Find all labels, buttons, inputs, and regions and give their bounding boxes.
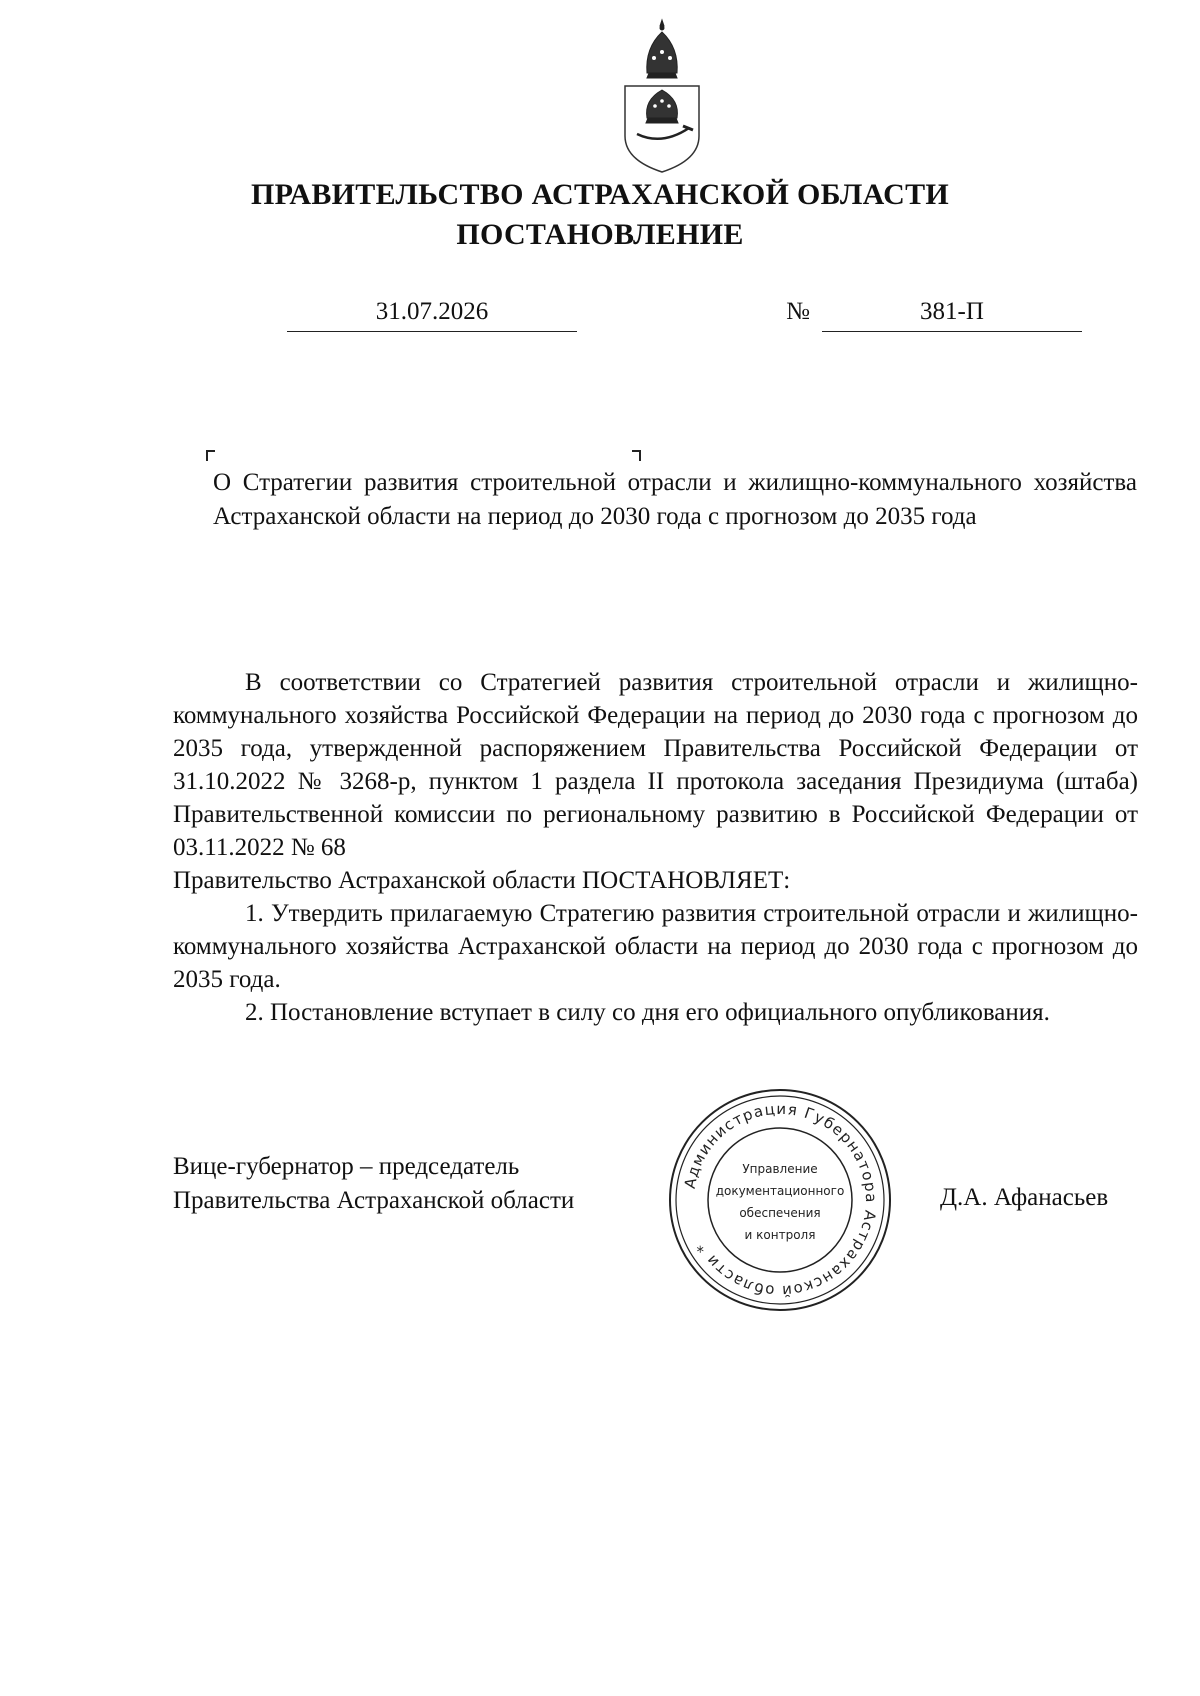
preamble-paragraph: В соответствии со Стратегией развития строительной отрасли и жилищно-коммунального хозяйства Российской Федерации на период до 2030 года с прогнозом до 2035 года, утвержденной распоряжением Правительства Российской Федерации от 31.10.2022 № 3268-р, пунктом 1 раздела II протокола заседания Президиума (штаба) Правительственной комиссии по региональному развитию в Российской Федерации от 03.11.2022 № 68 xyxy=(173,669,1138,861)
organization-title: ПРАВИТЕЛЬСТВО АСТРАХАНСКОЙ ОБЛАСТИ xyxy=(250,178,950,211)
position-line-2: Правительства Астраханской области xyxy=(173,1187,575,1214)
seal-ring-text: Администрация Губернатора Астраханской области * xyxy=(680,1099,881,1301)
document-date: 31.07.2026 xyxy=(375,298,489,325)
seal-line-3: обеспечения xyxy=(739,1206,821,1220)
position-line-1: Вице-губернатор – председатель xyxy=(173,1153,520,1180)
subject-bracket-right xyxy=(632,450,641,461)
seal-line-4: и контроля xyxy=(744,1228,816,1242)
document-subject: О Стратегии развития строительной отрасли и жилищно-коммунального хозяйства Астраханской области на период до 2030 года с прогнозом до 2035 года xyxy=(213,469,1137,530)
astrakhan-coat-of-arms-icon xyxy=(617,18,707,173)
date-underline xyxy=(287,331,577,332)
document-number: 381-П xyxy=(920,298,984,325)
clause-1: 1. Утвердить прилагаемую Стратегию развития строительной отрасли и жилищно-коммунального хозяйства Астраханской области на период до 2030 года с прогнозом до 2035 года. xyxy=(173,900,1138,993)
seal-line-1: Управление xyxy=(742,1162,818,1176)
svg-text:Администрация Губернатора Астр xyxy=(681,1100,880,1300)
signatory-name: Д.А. Афанасьев xyxy=(940,1184,1109,1211)
seal-line-2: документационного xyxy=(715,1184,845,1198)
clause-2: 2. Постановление вступает в силу со дня его официального опубликования. xyxy=(245,999,1050,1026)
signatory-position xyxy=(173,1150,574,1218)
resolution-line: Правительство Астраханской области ПОСТАНОВЛЯЕТ: xyxy=(173,867,791,894)
subject-bracket-left xyxy=(206,450,215,461)
document-type-title: ПОСТАНОВЛЕНИЕ xyxy=(456,218,744,251)
number-label: № xyxy=(786,298,810,325)
number-underline xyxy=(822,331,1082,332)
official-seal xyxy=(665,1085,895,1315)
document-body xyxy=(173,666,1138,1029)
